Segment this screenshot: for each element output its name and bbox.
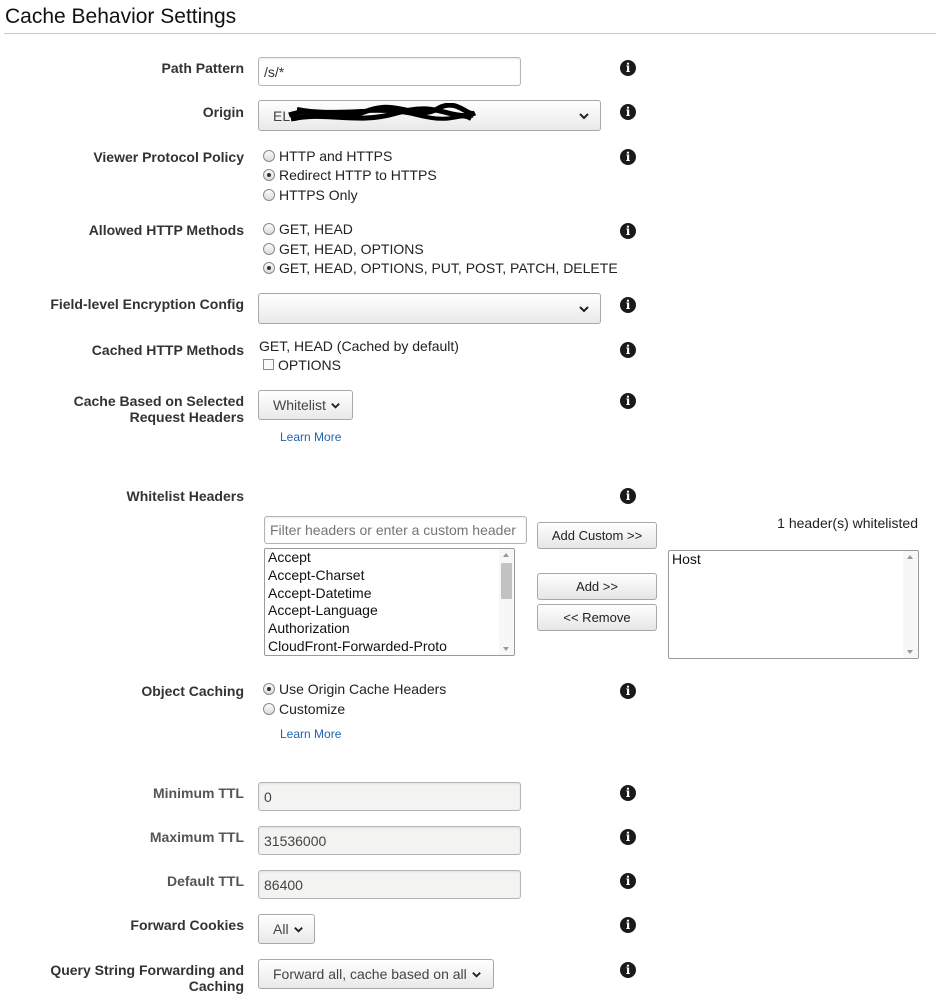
list-item[interactable]: Accept	[268, 549, 311, 565]
list-item[interactable]: Host	[672, 551, 701, 567]
min-ttl-label: Minimum TTL	[153, 785, 244, 801]
radio-redirect-http-to-https[interactable]: Redirect HTTP to HTTPS	[263, 166, 437, 185]
radio-button-selected[interactable]	[263, 262, 275, 274]
info-icon[interactable]: i	[620, 683, 636, 699]
allowed-methods-label: Allowed HTTP Methods	[88, 222, 244, 238]
scroll-down-icon[interactable]	[907, 650, 913, 654]
chevron-down-icon	[578, 110, 590, 122]
info-icon[interactable]: i	[620, 785, 636, 801]
radio-all-methods[interactable]: GET, HEAD, OPTIONS, PUT, POST, PATCH, DELETE	[263, 259, 618, 278]
info-icon[interactable]: i	[620, 149, 636, 165]
list-item[interactable]: Accept-Datetime	[268, 584, 372, 601]
radio-customize[interactable]: Customize	[263, 700, 345, 719]
cache-headers-value: Whitelist	[273, 397, 326, 413]
default-ttl-label: Default TTL	[167, 873, 244, 889]
cache-headers-label-line2: Request Headers	[129, 409, 244, 425]
chevron-down-icon	[471, 969, 482, 980]
path-pattern-input[interactable]	[258, 57, 521, 86]
info-icon[interactable]: i	[620, 60, 636, 76]
scrollbar-thumb[interactable]	[501, 563, 512, 599]
path-pattern-label: Path Pattern	[161, 60, 244, 76]
whitelisted-headers-list[interactable]	[668, 550, 919, 659]
list-item[interactable]: CloudFront-Forwarded-Proto	[268, 637, 447, 654]
cache-headers-label-line1: Cache Based on Selected	[73, 393, 244, 409]
header-filter-input[interactable]	[264, 516, 527, 544]
forward-cookies-value: All	[273, 921, 289, 937]
scroll-down-icon[interactable]	[503, 647, 509, 651]
origin-select[interactable]	[258, 100, 601, 131]
field-encryption-label: Field-level Encryption Config	[50, 296, 244, 312]
add-custom-button[interactable]: Add Custom >>	[537, 522, 657, 549]
radio-get-head-options[interactable]: GET, HEAD, OPTIONS	[263, 240, 424, 259]
radio-button[interactable]	[263, 703, 275, 715]
scrollbar[interactable]	[903, 551, 918, 658]
scroll-up-icon[interactable]	[907, 555, 913, 559]
scrollbar[interactable]	[499, 549, 514, 655]
object-caching-label: Object Caching	[141, 683, 244, 699]
radio-get-head[interactable]: GET, HEAD	[263, 220, 353, 239]
list-item[interactable]: Authorization	[268, 620, 350, 637]
max-ttl-label: Maximum TTL	[149, 829, 244, 845]
info-icon[interactable]: i	[620, 223, 636, 239]
cache-headers-dropdown[interactable]	[258, 390, 353, 420]
radio-button[interactable]	[263, 189, 275, 201]
forward-cookies-dropdown[interactable]	[258, 914, 315, 944]
whitelist-headers-label: Whitelist Headers	[126, 488, 244, 504]
scroll-up-icon[interactable]	[503, 553, 509, 557]
title-divider	[4, 33, 936, 34]
field-encryption-select[interactable]	[258, 293, 601, 324]
cached-methods-default: GET, HEAD (Cached by default)	[259, 338, 459, 354]
info-icon[interactable]: i	[620, 488, 636, 504]
query-string-dropdown[interactable]	[258, 959, 494, 989]
radio-http-and-https[interactable]: HTTP and HTTPS	[263, 147, 392, 166]
origin-value: ELB	[273, 108, 300, 124]
radio-button[interactable]	[263, 243, 275, 255]
chevron-down-icon	[293, 924, 304, 935]
learn-more-link[interactable]: Learn More	[280, 430, 342, 444]
query-string-label-line2: Caching	[188, 978, 244, 994]
radio-button[interactable]	[263, 223, 275, 235]
max-ttl-input[interactable]	[258, 826, 521, 855]
radio-use-origin-cache-headers[interactable]: Use Origin Cache Headers	[263, 680, 446, 699]
origin-label: Origin	[202, 104, 244, 120]
info-icon[interactable]: i	[620, 829, 636, 845]
learn-more-link[interactable]: Learn More	[280, 727, 342, 741]
info-icon[interactable]: i	[620, 393, 636, 409]
info-icon[interactable]: i	[620, 917, 636, 933]
add-button[interactable]: Add >>	[537, 573, 657, 600]
list-item[interactable]: Accept-Language	[268, 602, 378, 619]
info-icon[interactable]: i	[620, 873, 636, 889]
info-icon[interactable]: i	[620, 342, 636, 358]
page-title: Cache Behavior Settings	[5, 5, 237, 28]
radio-button-selected[interactable]	[263, 169, 275, 181]
radio-button-selected[interactable]	[263, 683, 275, 695]
info-icon[interactable]: i	[620, 297, 636, 313]
radio-button[interactable]	[263, 150, 275, 162]
default-ttl-input[interactable]	[258, 870, 521, 899]
available-headers-list[interactable]	[264, 548, 515, 656]
forward-cookies-label: Forward Cookies	[130, 917, 244, 933]
options-checkbox[interactable]	[263, 359, 274, 370]
chevron-down-icon	[330, 400, 341, 411]
cached-methods-label: Cached HTTP Methods	[91, 342, 244, 358]
query-string-value: Forward all, cache based on all	[273, 966, 467, 982]
whitelisted-count: 1 header(s) whitelisted	[777, 515, 918, 531]
redaction-scribble	[287, 103, 477, 125]
remove-button[interactable]: << Remove	[537, 604, 657, 631]
viewer-protocol-label: Viewer Protocol Policy	[93, 149, 244, 165]
min-ttl-input[interactable]	[258, 782, 521, 811]
info-icon[interactable]: i	[620, 104, 636, 120]
options-checkbox-row[interactable]: OPTIONS	[263, 356, 341, 375]
radio-https-only[interactable]: HTTPS Only	[263, 186, 358, 205]
query-string-label-line1: Query String Forwarding and	[50, 962, 244, 978]
info-icon[interactable]: i	[620, 962, 636, 978]
list-item[interactable]: Accept-Charset	[268, 566, 365, 583]
chevron-down-icon	[578, 303, 590, 315]
